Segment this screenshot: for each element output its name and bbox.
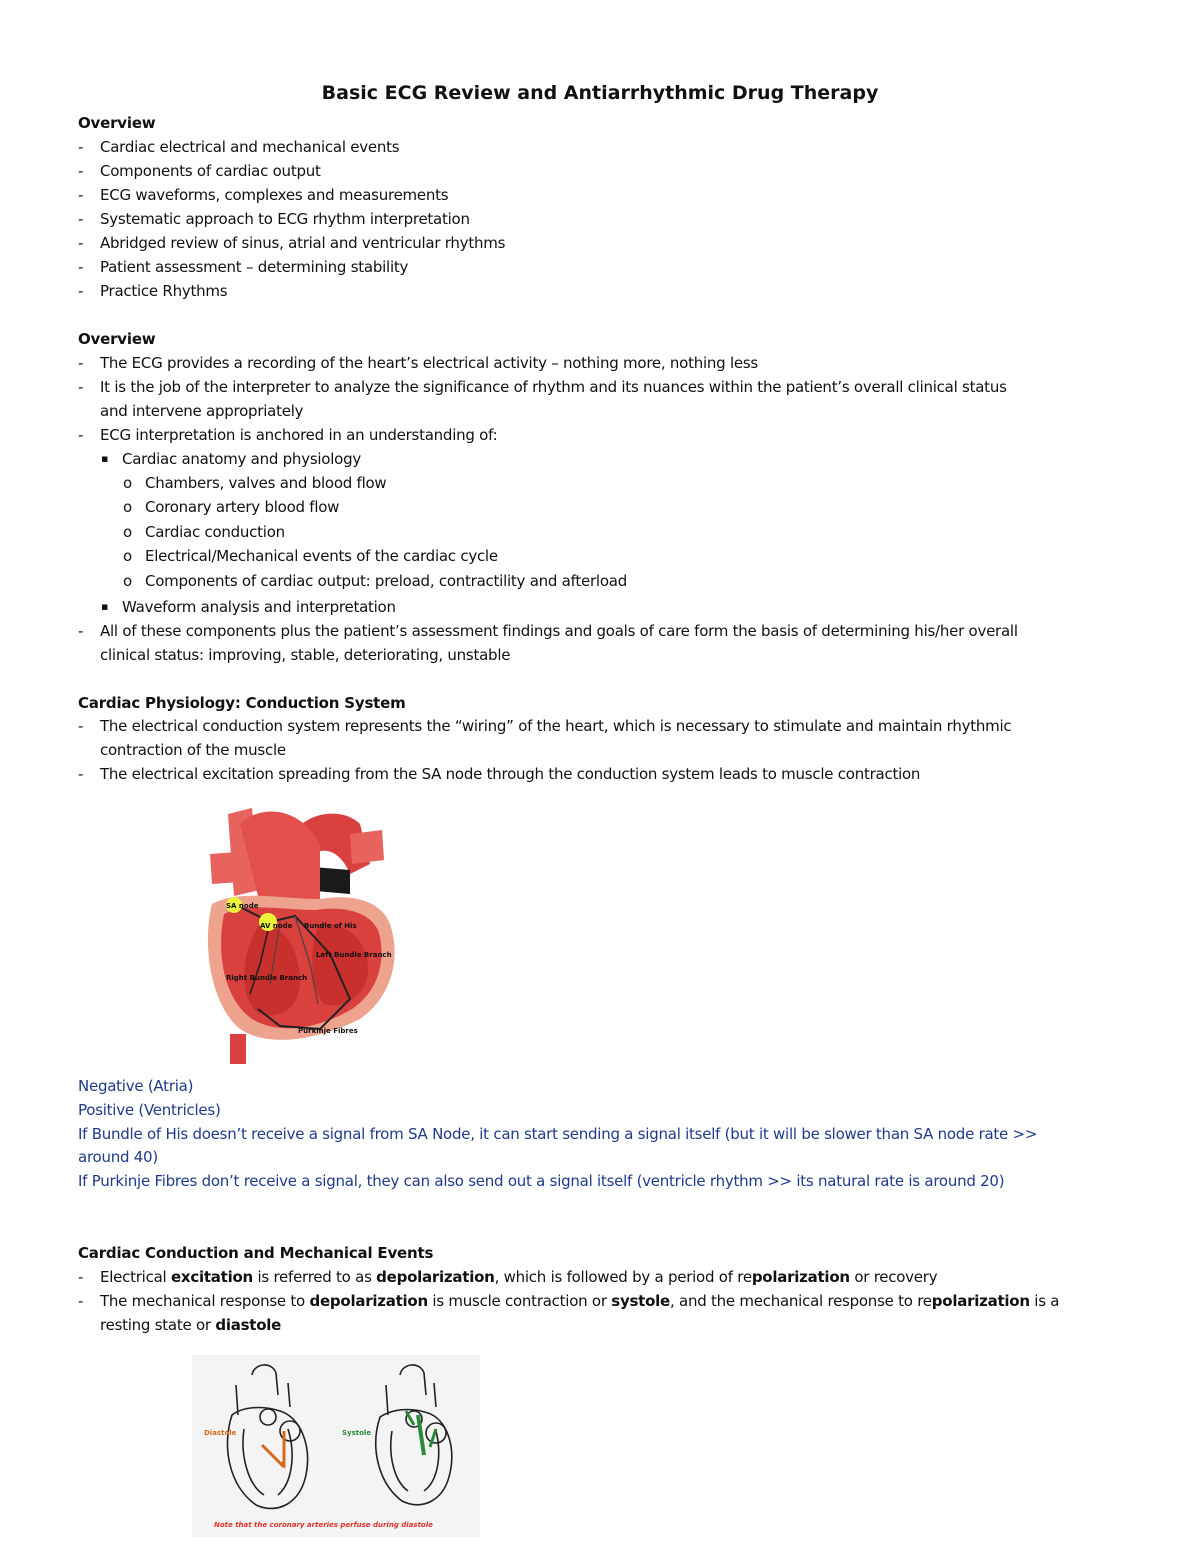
sub-item: Components of cardiac output: preload, contractility and afterload	[145, 572, 627, 590]
list-dash: -	[78, 186, 84, 204]
list-dash: -	[78, 234, 84, 252]
list-dash: -	[78, 282, 84, 300]
note-line: Positive (Ventricles)	[78, 1101, 221, 1119]
list-item-continued: contraction of the muscle	[100, 741, 286, 759]
list-item: The mechanical response to depolarization is muscle contraction or systole, and the mechanical response to repolarization is a	[100, 1292, 1060, 1310]
list-dash: -	[78, 1292, 84, 1310]
list-item: The ECG provides a recording of the heart’s electrical activity – nothing more, nothing less	[100, 354, 758, 372]
sub-bullet: o	[123, 498, 133, 516]
list-item: ECG interpretation is anchored in an understanding of:	[100, 426, 498, 444]
list-item: It is the job of the interpreter to analyze the significance of rhythm and its nuances within the patient’s overall clinical status	[100, 378, 1007, 396]
list-item: Patient assessment – determining stability	[100, 258, 409, 276]
figure-caption: Note that the coronary arteries perfuse during diastole	[214, 1521, 433, 1529]
list-item: Cardiac electrical and mechanical events	[100, 138, 400, 156]
list-dash: -	[78, 622, 84, 640]
section-heading-conduction: Cardiac Physiology: Conduction System	[78, 694, 406, 712]
list-item: The electrical excitation spreading from the SA node through the conduction system leads to muscle contraction	[100, 765, 921, 783]
list-item: Practice Rhythms	[100, 282, 228, 300]
list-dash: -	[78, 138, 84, 156]
list-dash: -	[78, 765, 84, 783]
section-heading-overview-1: Overview	[78, 114, 156, 132]
note-line: If Bundle of His doesn’t receive a signal from SA Node, it can start sending a signal itself (but it will be slower than SA node rate >>	[78, 1125, 1038, 1143]
note-line: If Purkinje Fibres don’t receive a signal, they can also send out a signal itself (ventricle rhythm >> its natural rate is around 20)	[78, 1172, 1005, 1190]
list-dash: -	[78, 162, 84, 180]
list-dash: -	[78, 1268, 84, 1286]
sub-item: Chambers, valves and blood flow	[145, 474, 387, 492]
section-heading-mechanical-events: Cardiac Conduction and Mechanical Events	[78, 1244, 434, 1262]
label-purkinje-fibres: Purkinje Fibres	[298, 1027, 358, 1035]
list-dash: -	[78, 717, 84, 735]
list-item: Components of cardiac output	[100, 162, 321, 180]
square-bullet: ▪	[101, 452, 109, 465]
heart-conduction-diagram	[200, 804, 400, 1064]
list-item: The electrical conduction system represents the “wiring” of the heart, which is necessary to stimulate and maintain rhythmic	[100, 717, 1012, 735]
bullet-item: Cardiac anatomy and physiology	[122, 450, 361, 468]
list-dash: -	[78, 426, 84, 444]
list-item: Electrical excitation is referred to as depolarization, which is followed by a period of repolarization or recovery	[100, 1268, 938, 1286]
square-bullet: ▪	[101, 600, 109, 613]
label-av-node: AV node	[260, 922, 293, 930]
list-item-continued: clinical status: improving, stable, deteriorating, unstable	[100, 646, 511, 664]
label-bundle-of-his: Bundle of His	[304, 922, 357, 930]
sub-bullet: o	[123, 474, 133, 492]
list-dash: -	[78, 258, 84, 276]
label-diastole: Diastole	[204, 1429, 237, 1437]
list-item: ECG waveforms, complexes and measurements	[100, 186, 449, 204]
label-systole: Systole	[342, 1429, 372, 1437]
bullet-item: Waveform analysis and interpretation	[122, 598, 396, 616]
list-item: All of these components plus the patient’s assessment findings and goals of care form the basis of determining his/her overall	[100, 622, 1018, 640]
label-right-bundle-branch: Right Bundle Branch	[226, 974, 308, 982]
note-line: Negative (Atria)	[78, 1077, 194, 1095]
label-left-bundle-branch: Left Bundle Branch	[316, 951, 392, 959]
list-item: Systematic approach to ECG rhythm interpretation	[100, 210, 470, 228]
sub-item: Cardiac conduction	[145, 523, 285, 541]
sub-bullet: o	[123, 547, 133, 565]
list-dash: -	[78, 378, 84, 396]
list-item-continued: resting state or diastole	[100, 1316, 282, 1334]
note-line: around 40)	[78, 1148, 158, 1166]
label-sa-node: SA node	[226, 902, 259, 910]
list-item: Abridged review of sinus, atrial and ventricular rhythms	[100, 234, 506, 252]
list-dash: -	[78, 354, 84, 372]
sub-item: Coronary artery blood flow	[145, 498, 340, 516]
section-heading-overview-2: Overview	[78, 330, 156, 348]
page-title: Basic ECG Review and Antiarrhythmic Drug Therapy	[321, 82, 879, 104]
list-item-continued: and intervene appropriately	[100, 402, 304, 420]
sub-bullet: o	[123, 523, 133, 541]
list-dash: -	[78, 210, 84, 228]
diastole-systole-diagram	[192, 1355, 480, 1537]
sub-bullet: o	[123, 572, 133, 590]
sub-item: Electrical/Mechanical events of the cardiac cycle	[145, 547, 498, 565]
